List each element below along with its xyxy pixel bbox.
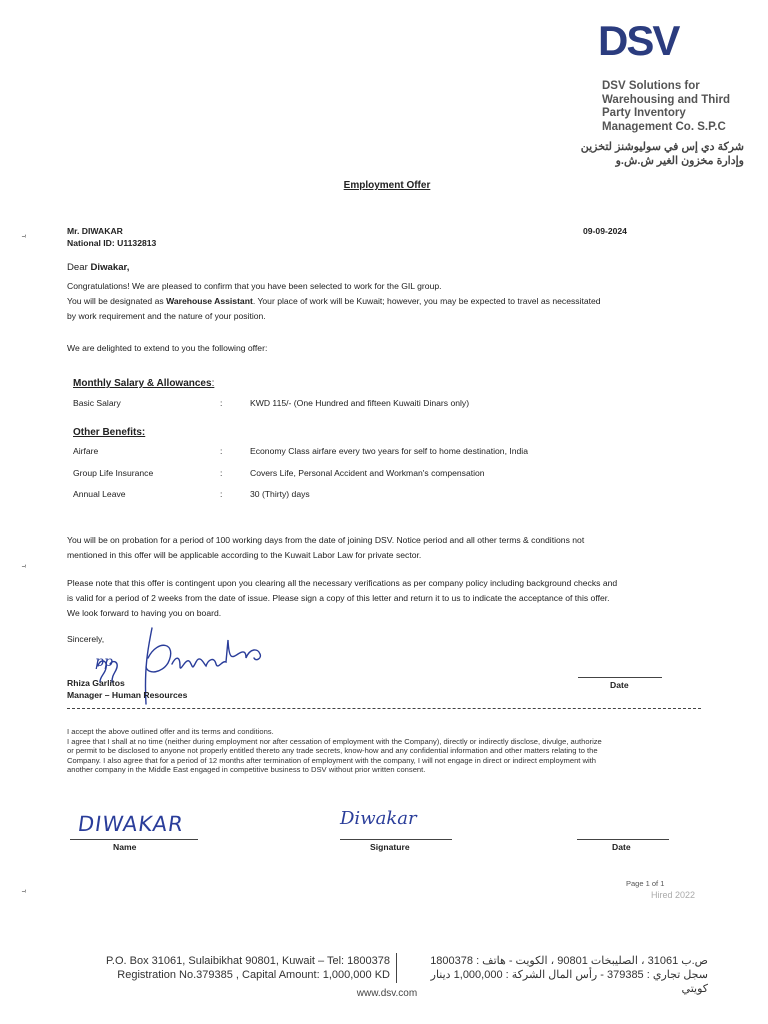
signature-line <box>340 839 452 840</box>
benefit-label: Airfare <box>73 446 99 456</box>
paragraph-intro <box>67 279 717 324</box>
benefit-label: Group Life Insurance <box>73 468 154 478</box>
company-arabic-line: وإدارة مخزون الغير ش.ش.و <box>615 155 744 167</box>
clause-line: another company in the Middle East engaged in competitive business to DSV without prior written consent. <box>67 765 426 775</box>
letter-date: 09-09-2024 <box>583 226 627 236</box>
text-run: . Your place of work will be Kuwait; however, you may be expected to travel as necessitated <box>252 296 601 306</box>
clause-line: Company. I also agree that for a period of 12 months after termination of employment with the company, I will not engage in direct or indirect employment with <box>67 755 597 765</box>
paragraph-line: by work requirement and the nature of your position. <box>67 311 266 321</box>
benefit-separator: : <box>220 489 223 499</box>
document-title: Employment Offer <box>343 180 431 191</box>
dsv-logo <box>598 22 716 65</box>
hr-date-label: Date <box>610 680 629 690</box>
name-label: Name <box>113 842 137 852</box>
paragraph-offer-intro: We are delighted to extend to you the following offer: <box>67 343 268 353</box>
heading-colon: : <box>211 378 215 389</box>
acceptance-clause <box>67 727 717 775</box>
benefit-separator: : <box>220 446 223 456</box>
benefit-separator: : <box>220 468 223 478</box>
margin-mark: ﺑـ <box>22 560 27 569</box>
margin-mark: ﺑـ <box>22 230 27 239</box>
footer-line: ص.ب 31061 ، الصليبخات 90801 ، الكويت - هاتف : 1800378 <box>430 955 708 967</box>
date-line <box>577 839 669 840</box>
designation: Warehouse Assistant <box>166 296 253 306</box>
benefit-value: 30 (Thirty) days <box>250 489 310 499</box>
benefit-value: Covers Life, Personal Accident and Workman's compensation <box>250 468 485 478</box>
date-label: Date <box>612 842 631 852</box>
company-line: Warehousing and Third <box>602 93 730 106</box>
employee-name-handwritten: DIWAKAR <box>76 812 186 836</box>
salary-separator: : <box>220 398 223 408</box>
greeting <box>67 262 129 273</box>
page-number: Page 1 of 1 <box>626 879 665 888</box>
paragraph-conditions <box>67 576 717 621</box>
company-name <box>602 80 730 134</box>
paragraph-line: Please note that this offer is contingent upon you clearing all the necessary verifications as per company policy including background checks and <box>67 578 618 588</box>
company-line: DSV Solutions for <box>602 80 700 92</box>
recipient-id: National ID: U1132813 <box>67 238 157 248</box>
company-line: Management Co. S.P.C <box>602 120 726 133</box>
paragraph-line: mentioned in this offer will be applicable according to the Kuwait Labor Law for private sector. <box>67 550 422 560</box>
signatory-role: Manager – Human Resources <box>67 690 188 700</box>
paragraph-line: We look forward to having you on board. <box>67 608 222 618</box>
salary-label: Basic Salary <box>73 398 121 408</box>
signatory-name: Rhiza Garlitos <box>67 678 125 688</box>
greeting-name: Diwakar, <box>90 262 130 273</box>
footer-line: P.O. Box 31061, Sulaibikhat 90801, Kuwait – Tel: 1800378 <box>106 955 390 967</box>
footer-divider <box>396 953 397 983</box>
employee-signature-handwritten: Diwakar <box>340 808 417 829</box>
salary-value: KWD 115/- (One Hundred and fifteen Kuwaiti Dinars only) <box>250 398 470 408</box>
greeting-prefix: Dear <box>67 262 91 273</box>
paragraph-line: is valid for a period of 2 weeks from the date of issue. Please sign a copy of this letter and return it to us to indicate the acceptance of this offer. <box>67 593 610 603</box>
footer-address <box>60 954 390 982</box>
recipient-name: Mr. DIWAKAR <box>67 226 123 236</box>
salary-heading <box>73 378 214 389</box>
clause-line: I accept the above outlined offer and its terms and conditions. <box>67 727 274 736</box>
pp-mark: pp <box>95 654 113 670</box>
benefit-value: Economy Class airfare every two years for self to home destination, India <box>250 446 528 456</box>
logo-text: DSV <box>598 22 679 60</box>
clause-line: I agree that I shall at no time (neither during employment nor after cessation of employment with the Company), directly or indirectly disclose, divulge, authorize <box>67 736 602 746</box>
paragraph-line <box>67 294 717 309</box>
hired-stamp: Hired 2022 <box>651 890 696 900</box>
paragraph-probation <box>67 533 717 563</box>
clause-line: or permit to be disclosed to anyone not properly entitled thereto any trade secrets, know-how and any confidential information and other matters relating to the <box>67 746 598 756</box>
paragraph-line: Congratulations! We are pleased to confirm that you have been selected to work for the GIL group. <box>67 281 442 291</box>
footer-line: Registration No.379385 , Capital Amount: 1,000,000 KD <box>117 969 390 981</box>
separator-line <box>67 708 701 709</box>
website-link[interactable]: www.dsv.com <box>356 988 418 999</box>
paragraph-line: You will be on probation for a period of 100 working days from the date of joining DSV. Notice period and all other terms & conditions not <box>67 535 585 545</box>
benefit-label: Annual Leave <box>73 489 126 499</box>
name-line <box>70 839 198 840</box>
text-run: You will be designated as <box>67 296 167 306</box>
signature-label: Signature <box>370 842 410 852</box>
hr-date-line <box>578 677 662 678</box>
salary-heading-text: Monthly Salary & Allowances <box>73 378 212 389</box>
footer-line: سجل تجاري : 379385 - رأس المال الشركة : 1,000,000 دينار كويتي <box>430 969 708 995</box>
company-name-arabic <box>560 140 744 168</box>
company-arabic-line: شركة دي إس في سوليوشنز لتخزين <box>580 141 744 153</box>
closing: Sincerely, <box>67 634 105 644</box>
benefits-heading: Other Benefits: <box>73 427 146 438</box>
company-line: Party Inventory <box>602 107 686 119</box>
margin-mark: ﺑـ <box>22 885 27 894</box>
